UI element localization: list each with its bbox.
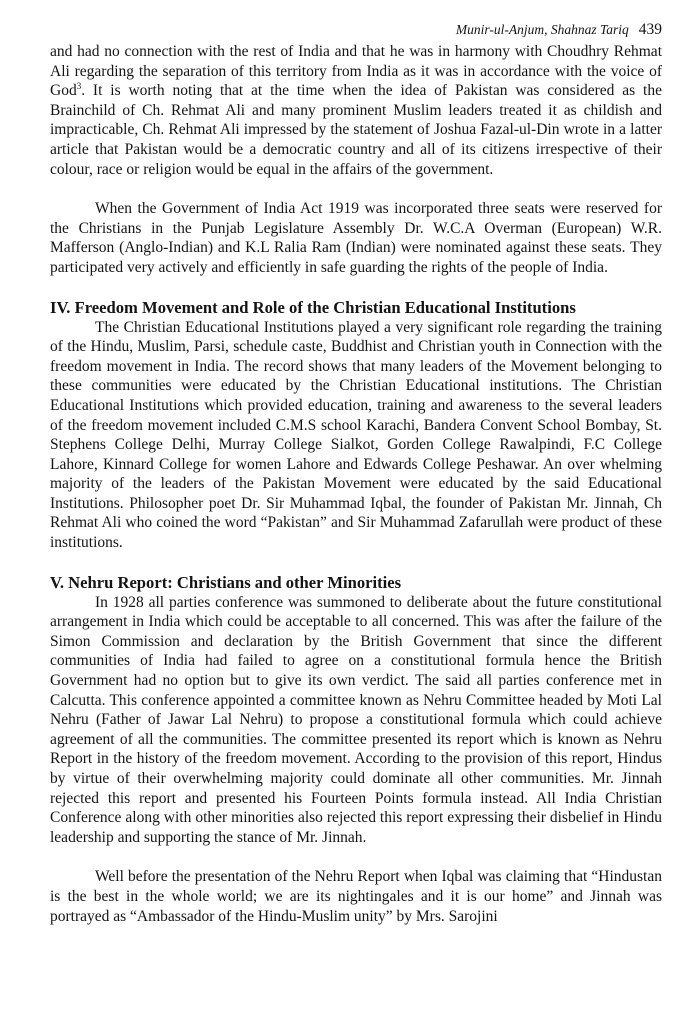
paragraph-spacer [50, 553, 662, 573]
section-heading-iv: IV. Freedom Movement and Role of the Christian Educational Institutions [50, 297, 576, 317]
paragraph-spacer [50, 278, 662, 298]
paragraph-text: . It is worth noting that at the time when the idea of Pakistan was considered as the Brainchild of Ch. Rehmat Ali and many prominent Muslim leaders treated it as childish and impracticable, Ch. Rehmat Ali impressed by the statement of Joshua Fazal-ul-Din wrote in a latter article that Pakistan would be a democratic country and all of its citizens irrespective of their colour, race or religion would be equal in the affairs of the government. [50, 82, 662, 178]
paragraph-educational-institutions: The Christian Educational Institutions played a very significant role regarding the training of the Hindu, Muslim, Parsi, schedule caste, Buddhist and Christian youth in Connection with the freedom movement in India. The record shows that many leaders of the Movement belonging to these communities were educated by the Christian Educational institutions. The Christian Educational Institutions which provided education, training and awareness to the several leaders of the freedom movement included C.M.S school Karachi, Bandera Convent School Bombay, St. Stephens College Delhi, Murray College Sialkot, Gorden College Rawalpindi, F.C College Lahore, Kinnard College for women Lahore and Edwards College Peshawar. An over whelming majority of the leaders of the Pakistan Movement were educated by the said Educational Institutions. Philosopher poet Dr. Sir Muhammad Iqbal, the founder of Pakistan Mr. Jinnah, Ch Rehmat Ali who coined the word “Pakistan” and Sir Muhammad Zafarullah were product of these institutions. [50, 318, 662, 552]
paragraph-text: and had no connection with the rest of India and that he was in harmony with Choudhry Rehmat Ali regarding the separation of this territory from India as it was in accordance with the voice of God [50, 43, 662, 100]
footnote-marker: 3 [76, 81, 82, 92]
paragraph-spacer [50, 847, 662, 867]
running-head [50, 20, 662, 42]
running-head-authors: Munir-ul-Anjum, Shahnaz Tariq [455, 22, 629, 37]
paragraph-spacer [50, 179, 662, 199]
page-number: 439 [638, 21, 662, 38]
paragraph-nehru-report: In 1928 all parties conference was summoned to deliberate about the future constitutional arrangement in India which could be acceptable to all concerned. This was after the failure of the Simon Commission and declaration by the British Government that since the different communities of India had failed to agree on a constitutional formula hence the British Government had no option but to give its own verdict. The said all parties conference met in Calcutta. This conference appointed a committee known as Nehru Committee headed by Moti Lal Nehru (Father of Jawar Lal Nehru) to propose a constitutional formula which could achieve agreement of all the communities. The committee presented its report which is known as Nehru Report in the history of the freedom movement. According to the provision of this report, Hindus by virtue of their overwhelming majority could dominate all other communities. Mr. Jinnah rejected this report and presented his Fourteen Points formula instead. All India Christian Conference along with other minorities also rejected this report expressing their disbelief in Hindu leadership and supporting the stance of Mr. Jinnah. [50, 593, 662, 846]
paragraph-continuation [50, 42, 662, 179]
section-heading-v: V. Nehru Report: Christians and other Minorities [50, 572, 402, 592]
paragraph-iqbal-jinnah: Well before the presentation of the Nehru Report when Iqbal was claiming that “Hindustan is the best in the whole world; we are its nightingales and it is our home” and Jinnah was portrayed as “Ambassador of the Hindu-Muslim unity” by Mrs. Sarojini [50, 868, 662, 925]
document-page [50, 20, 662, 926]
paragraph-government-act: When the Government of India Act 1919 was incorporated three seats were reserved for the Christians in the Punjab Legislature Assembly Dr. W.C.A Overman (European) W.R. Mafferson (Anglo-Indian) and K.L Ralia Ram (Indian) were nominated against these seats. They participated very actively and efficiently in safe guarding the rights of the people of India. [50, 200, 662, 276]
